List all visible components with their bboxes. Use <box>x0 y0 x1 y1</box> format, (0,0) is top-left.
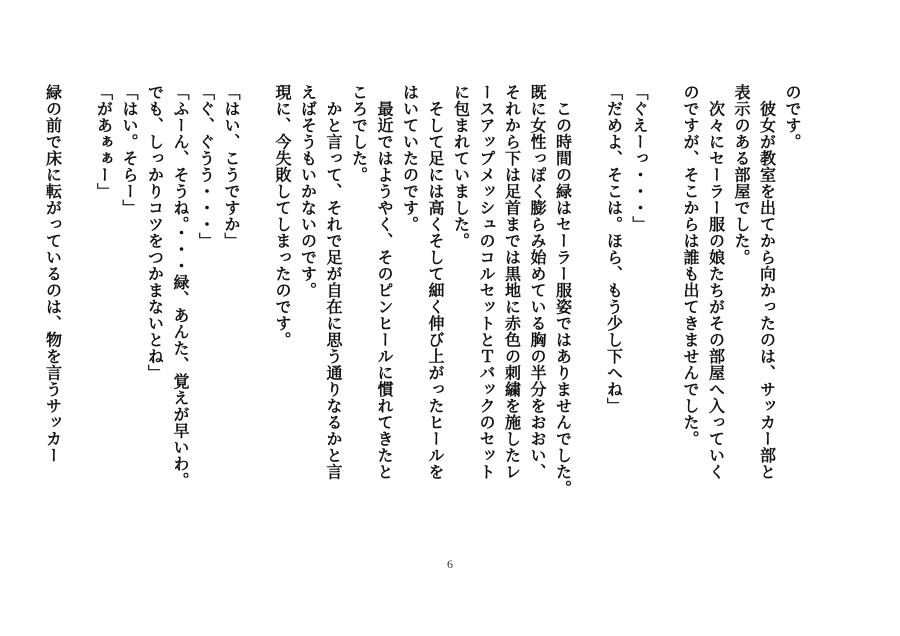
text-line: に包まれていました。 <box>451 84 471 249</box>
text-line: ースアップメッシュのコルセットとＴバックのセット <box>477 84 496 480</box>
text-line: 「はい。そらー」 <box>120 84 139 216</box>
text-line: のですが、そこからは誰も出てきませんでした。 <box>681 84 700 447</box>
text-line: それから下は足首までは黒地に赤色の刺繍を施したレ <box>502 84 522 480</box>
text-line: かと言って、それで足が自在に思う通りなるかと言 <box>324 84 343 480</box>
text-line: のです。 <box>783 84 802 150</box>
text-line: はいていたのです。 <box>400 84 420 233</box>
text-line: 「だめよ、そこは。ほら、もう少し下へね」 <box>604 84 624 414</box>
text-line: 表示のある部屋でした。 <box>732 84 751 266</box>
text-line: 「ふーん、そうね。・・・緑、あんた、覚えが早いわ。 <box>171 84 190 489</box>
text-line: この時間の緑はセーラー服姿ではありませんでした。 <box>553 84 573 497</box>
text-line: 「ぐ、ぐうう・・・」 <box>196 84 216 249</box>
text-line: 彼女が教室を出てから向かったのは、サッカー部と <box>757 84 777 480</box>
text-line: 緑の前で床に転がっているのは、物を言うサッカー <box>43 84 63 464</box>
text-line: 次々にセーラー服の娘たちがその部屋へ入っていく <box>706 84 726 480</box>
text-line: そして足には高くそして細く伸び上がったヒールを <box>426 84 445 480</box>
text-line: 現に、今失敗してしまったのです。 <box>273 84 292 348</box>
text-line: 既に女性っぽく膨らみ始めている胸の半分をおおい、 <box>528 84 547 480</box>
text-line: 「ぐえーっ・・・」 <box>630 84 649 233</box>
text-line: えばそうもいかないのです。 <box>298 84 318 299</box>
text-line: でも、しっかりコツをつかまないとね」 <box>145 84 165 381</box>
text-line: 「はい、こうですか」 <box>222 84 241 249</box>
page-number: 6 <box>447 557 453 571</box>
text-line: 最近ではようやく、そのピンヒールに慣れてきたと <box>375 84 394 480</box>
text-line: 「があぁぁー」 <box>94 84 114 200</box>
text-line: ころでした。 <box>349 84 369 183</box>
